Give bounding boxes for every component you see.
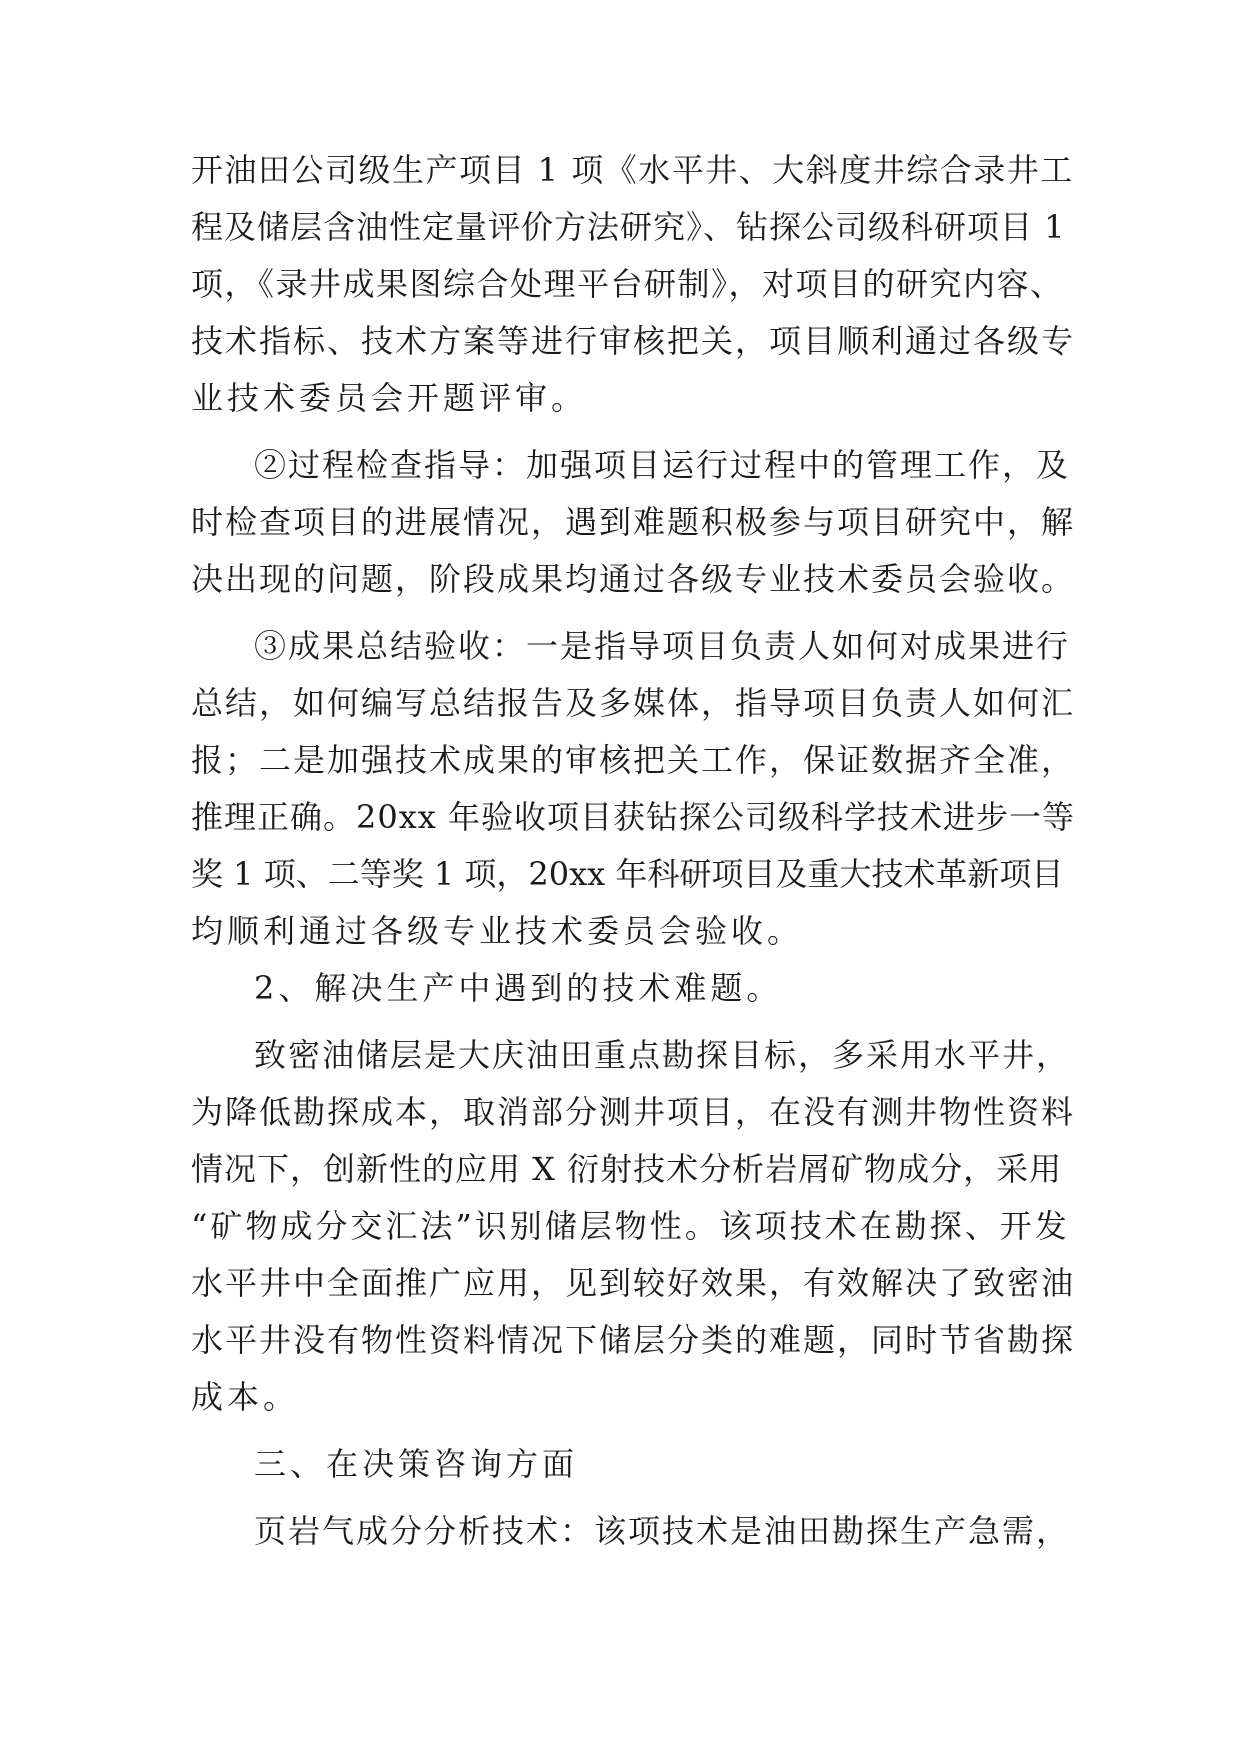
text-line: 为降低勘探成本，取消部分测井项目，在没有测井物性资料 (191, 1093, 1076, 1131)
text-line: 成本。 (191, 1378, 300, 1416)
text-line: 总结，如何编写总结报告及多媒体，指导项目负责人如何汇 (191, 684, 1076, 722)
text-line: 开油田公司级生产项目 1 项《水平井、大斜度井综合录井工 (191, 151, 1074, 189)
text-line: 水平井中全面推广应用，见到较好效果，有效解决了致密油 (191, 1264, 1076, 1302)
text-line: 时检查项目的进展情况，遇到难题积极参与项目研究中，解 (191, 503, 1076, 541)
text-line: 技术指标、技术方案等进行审核把关，项目顺利通过各级专 (191, 322, 1076, 360)
paragraph-start-line: 致密油储层是大庆油田重点勘探目标，多采用水平井， (254, 1036, 1071, 1074)
text-line: 奖 1 项、二等奖 1 项，20xx 年科研项目及重大技术革新项目 (191, 855, 1064, 893)
section-heading: 2、解决生产中遇到的技术难题。 (254, 969, 783, 1007)
text-line: 推理正确。20xx 年验收项目获钻探公司级科学技术进步一等 (191, 798, 1075, 836)
text-line: 报；二是加强技术成果的审核把关工作，保证数据齐全准， (191, 741, 1076, 779)
paragraph-start-line: ③成果总结验收：一是指导项目负责人如何对成果进行 (254, 627, 1071, 665)
text-line: “矿物成分交汇法”识别储层物性。该项技术在勘探、开发 (191, 1207, 1070, 1245)
paragraph-start-line: 页岩气成分分析技术：该项技术是油田勘探生产急需， (254, 1512, 1071, 1550)
text-line: 水平井没有物性资料情况下储层分类的难题，同时节省勘探 (191, 1321, 1076, 1359)
text-line: 决出现的问题，阶段成果均通过各级专业技术委员会验收。 (191, 560, 1076, 598)
text-line: 业技术委员会开题评审。 (191, 379, 588, 417)
text-line: 项，《录井成果图综合处理平台研制》，对项目的研究内容、 (191, 265, 1064, 303)
text-line: 程及储层含油性定量评价方法研究》、钻探公司级科研项目 1 (191, 208, 1066, 246)
paragraph-start-line: ②过程检查指导：加强项目运行过程中的管理工作，及 (254, 446, 1071, 484)
text-line: 情况下，创新性的应用 X 衍射技术分析岩屑矿物成分，采用 (191, 1150, 1063, 1188)
text-line: 均顺利通过各级专业技术委员会验收。 (191, 912, 804, 950)
section-heading: 三、在决策咨询方面 (254, 1445, 579, 1483)
